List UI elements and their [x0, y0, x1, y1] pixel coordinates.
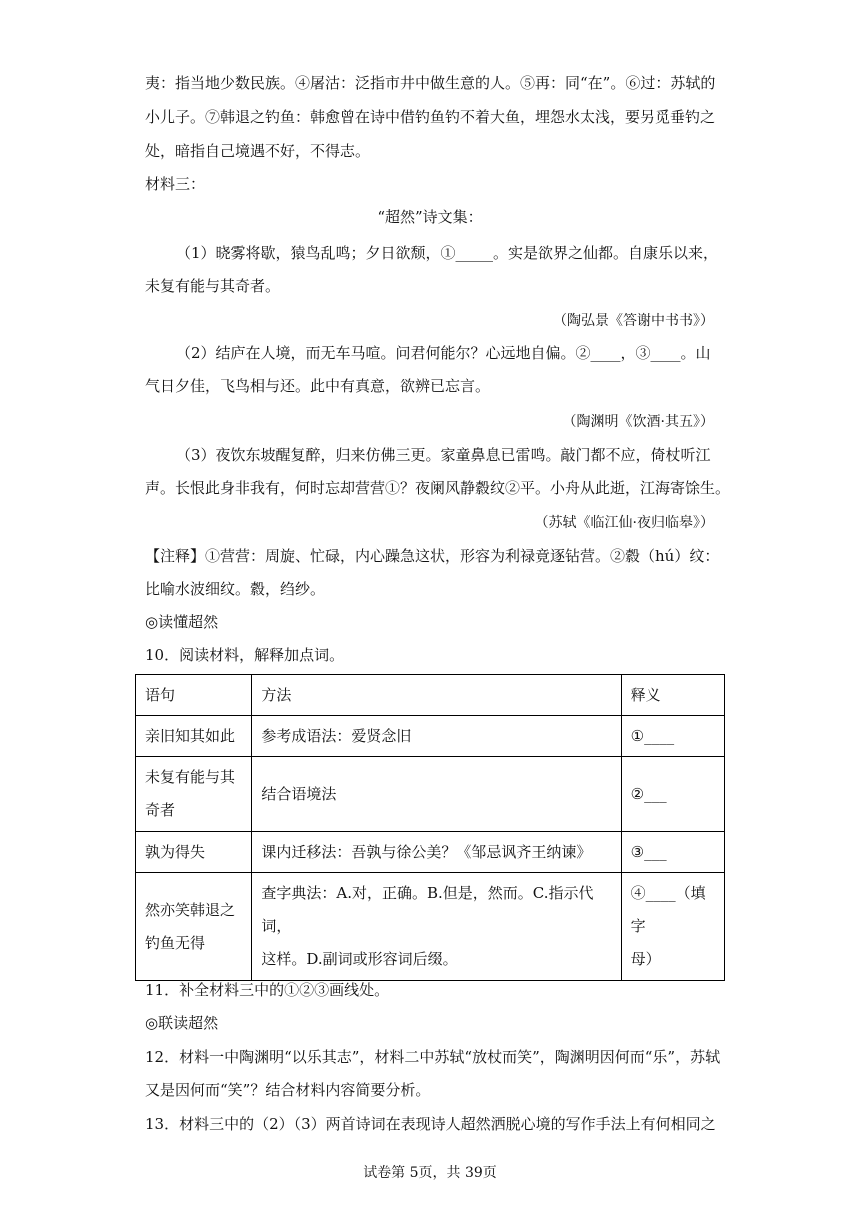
poem-1-line-2: 未复有能与其奇者。: [145, 277, 281, 295]
row-answer-line-2: 母）: [630, 950, 661, 968]
poem-3-line-2: 声。长恨此身非我有，何时忘却营营①？夜阑风静縠纹②平。小舟从此逝，江海寄馀生。: [145, 479, 731, 497]
row-answer: [621, 716, 724, 757]
annotation-line-1: 【注释】①营营：周旋、忙碌，内心躁急这状，形容为利禄竟逐钻营。②縠（hú）纹：: [145, 547, 720, 565]
poem-3-line-1: （3）夜饮东坡醒复醉，归来仿佛三更。家童鼻息已雷鸣。敲门都不应，倚杖听江: [176, 446, 711, 464]
poem-3-source: （苏轼《临江仙·夜归临皋》）: [534, 515, 714, 531]
note-line-3: 处，暗指自己境遇不好，不得志。: [145, 142, 371, 160]
vocabulary-table: [135, 674, 725, 981]
row-sentence-line-1: 孰为得失: [145, 843, 206, 861]
table-row: [136, 716, 725, 757]
poem-2-source: （陶渊明《饮酒·其五》）: [562, 414, 714, 430]
row-method: [252, 873, 621, 981]
row-method: [252, 757, 621, 832]
question-13-line-1: 13．材料三中的（2）（3）两首诗词在表现诗人超然洒脱心境的写作手法上有何相同之: [145, 1115, 716, 1133]
table-row: [136, 832, 725, 873]
question-10: 10．阅读材料，解释加点词。: [145, 646, 345, 664]
note-line-1: 夷：指当地少数民族。④屠沽：泛指市井中做生意的人。⑤再：同“在”。⑥过：苏轼的: [145, 74, 716, 92]
row-method-line-2: 这样。D.副词或形容词后缀。: [261, 950, 458, 968]
row-sentence-line-1: 未复有能与其: [145, 768, 236, 786]
page-footer: 试卷第 5页，共 39页: [363, 1165, 497, 1181]
table-row: [136, 873, 725, 981]
row-sentence-line-2: 钓鱼无得: [145, 933, 206, 952]
row-answer: [621, 757, 724, 832]
table-header-row: [136, 675, 725, 716]
row-method-line-1: 参考成语法：爱贤念旧: [261, 727, 412, 745]
row-method-line-1: 结合语境法: [261, 785, 337, 803]
row-sentence-line-1: 亲旧知其如此: [145, 727, 236, 745]
row-answer-line-1: ①____: [630, 727, 675, 745]
poem-1-source: （陶弘景《答谢中书书》）: [553, 313, 714, 329]
annotation-line-2: 比喻水波细纹。縠，绉纱。: [145, 580, 326, 598]
poem-2-line-2: 气日夕佳，飞鸟相与还。此中有真意，欲辨已忘言。: [145, 377, 491, 395]
collection-title: “超然”诗文集：: [377, 208, 483, 226]
row-answer: [621, 873, 724, 981]
poem-2-line-1: （2）结庐在人境，而无车马喧。问君何能尔？心远地自偏。②____，③____。山: [176, 344, 711, 362]
question-12-line-1: 12．材料一中陶渊明“以乐其志”，材料二中苏轼“放杖而笑”，陶渊明因何而“乐”，苏轼: [145, 1048, 721, 1066]
row-method: [252, 716, 621, 757]
poem-1-line-1: （1）晓雾将歇，猿鸟乱鸣；夕日欲颓，①_____。实是欲界之仙都。自康乐以来，: [176, 244, 719, 262]
row-method-line-1: 课内迁移法：吾孰与徐公美？《邹忌讽齐王纳谏》: [261, 843, 592, 861]
row-answer-line-1: ④____（填字: [630, 884, 706, 935]
section-connect-heading: ◎联读超然: [145, 1014, 219, 1032]
note-line-2: 小儿子。⑦韩退之钓鱼：韩愈曾在诗中借钓鱼钓不着大鱼，埋怨水太浅，要另觅垂钓之: [145, 108, 716, 126]
row-sentence: [136, 832, 252, 873]
row-sentence-line-2: 奇者: [145, 801, 176, 819]
question-12-line-2: 又是因何而“笑”？结合材料内容简要分析。: [145, 1081, 431, 1099]
row-sentence-line-1: 然亦笑韩退之: [145, 900, 236, 919]
row-sentence: [136, 716, 252, 757]
row-answer-line-1: ②___: [630, 785, 667, 803]
row-sentence: [136, 757, 252, 832]
row-answer-line-1: ③___: [630, 843, 667, 861]
row-answer: [621, 832, 724, 873]
row-sentence: [136, 873, 252, 981]
header-method: 方法: [252, 675, 621, 716]
header-meaning: 释义: [621, 675, 724, 716]
row-method: [252, 832, 621, 873]
row-method-line-1: 查字典法：A.对，正确。B.但是，然而。C.指示代词，: [261, 884, 594, 935]
section-read-heading: ◎读懂超然: [145, 613, 219, 631]
header-sentence: 语句: [136, 675, 252, 716]
question-11: 11．补全材料三中的①②③画线处。: [145, 981, 390, 999]
material-3-label: 材料三：: [145, 175, 206, 193]
table-row: [136, 757, 725, 832]
